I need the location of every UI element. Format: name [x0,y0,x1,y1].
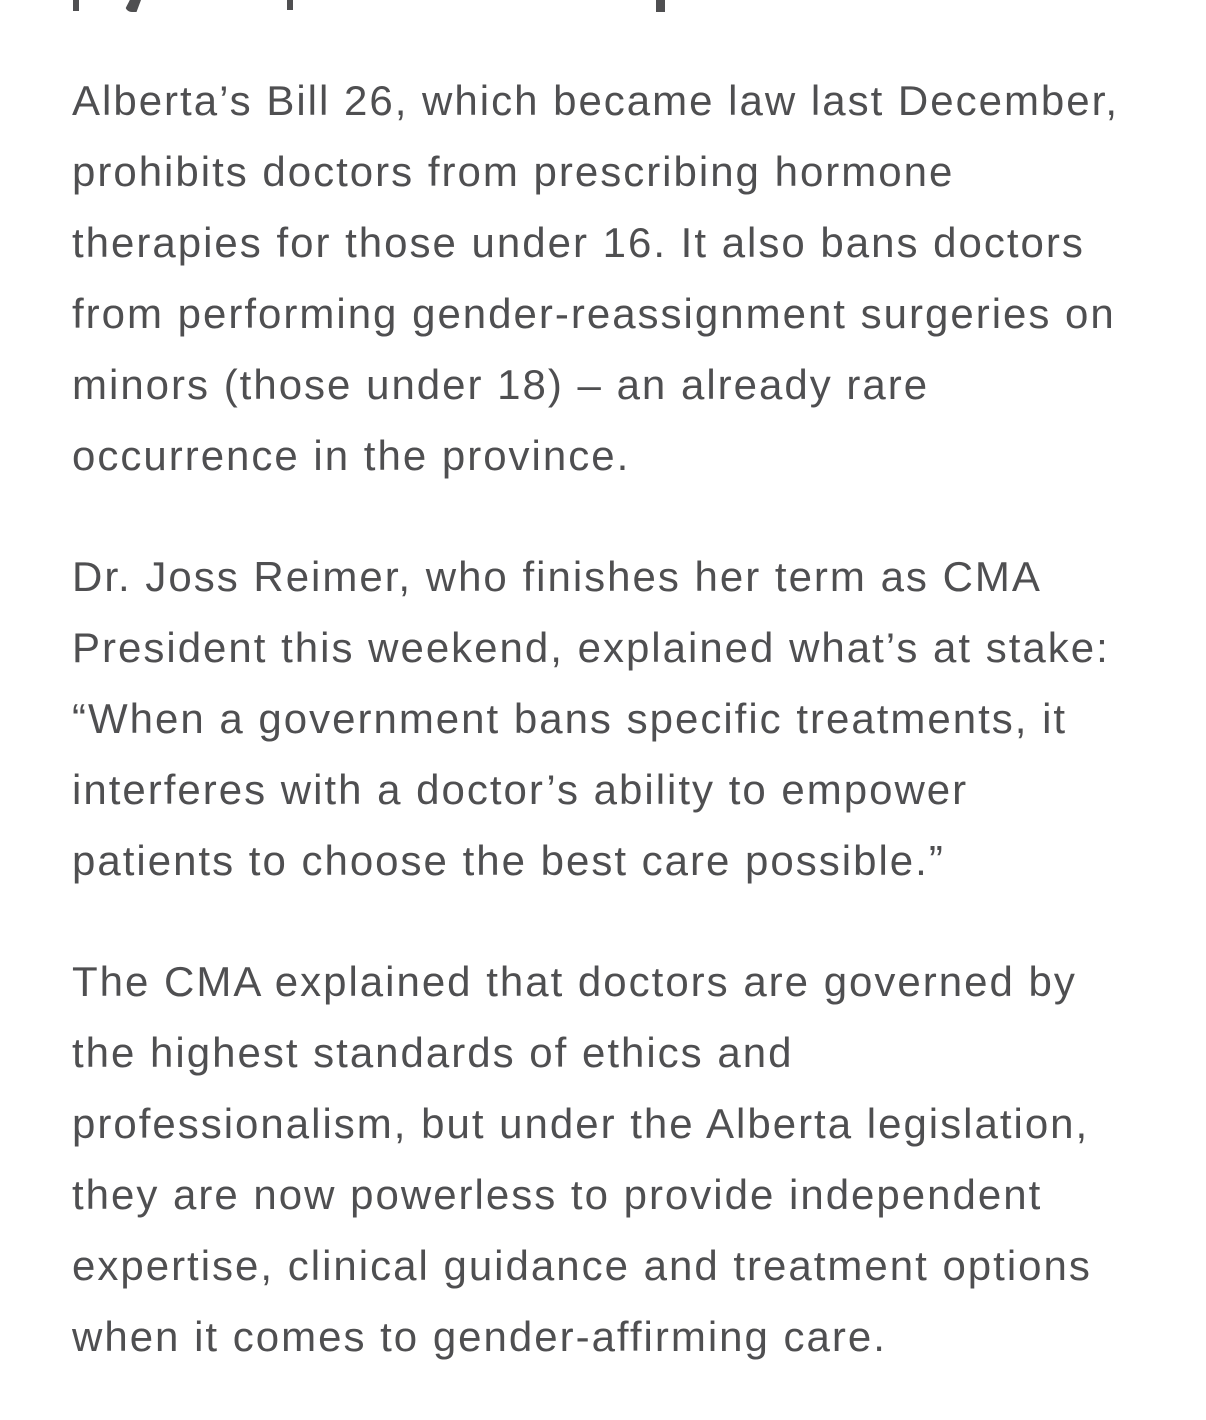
text-line: “When a government bans specific treatments, it [72,695,1068,742]
text-line: Alberta’s Bill 26, which became law last December, [72,77,1119,124]
text-line: interferes with a doctor’s ability to empower [72,766,969,813]
text-line: minors (those under 18) – an already rare [72,361,930,408]
text-line: they are now powerless to provide independent [72,1171,1043,1218]
text-line: professionalism, but under the Alberta legislation, [72,1100,1090,1147]
article-body [72,0,1152,1372]
text-line: expertise, clinical guidance and treatment options [72,1242,1092,1289]
text-line: President this weekend, explained what’s at stake: [72,624,1110,671]
article-paragraph [72,541,1152,896]
text-line: therapies for those under 16. It also bans doctors [72,219,1085,266]
article-paragraph [72,946,1152,1372]
text-line: from performing gender-reassignment surgeries on [72,290,1116,337]
text-line: prohibits doctors from prescribing hormone [72,148,955,195]
text-line: when it comes to gender-affirming care. [72,1313,887,1360]
text-line: Dr. Joss Reimer, who finishes her term as CMA [72,553,1042,600]
text-line: The CMA explained that doctors are governed by [72,958,1077,1005]
text-line: patients to choose the best care possible.” [72,837,945,884]
text-line: the highest standards of ethics and [72,1029,794,1076]
article-paragraph [72,0,1152,491]
text-line: occurrence in the province. [72,432,631,479]
